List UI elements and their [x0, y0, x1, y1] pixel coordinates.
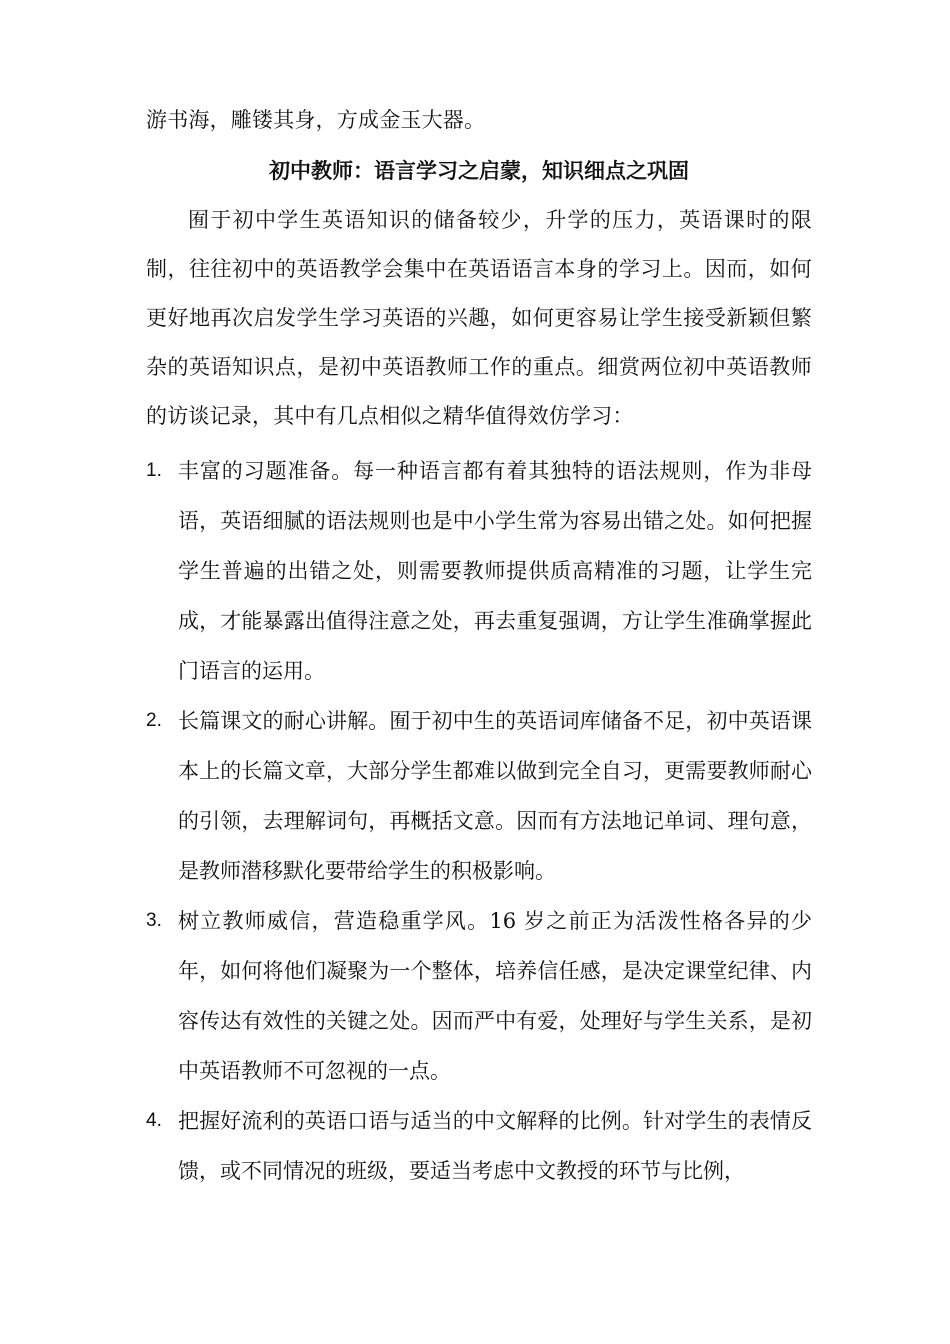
list-item-text: 长篇课文的耐心讲解。囿于初中生的英语词库储备不足，初中英语课本上的长篇文章，大部分学生都难以做到完全自习，更需要教师耐心的引领，去理解词句，再概括文意。因而有方法地记单词、理句意，是教师潜移默化要带给学生的积极影响。 [178, 709, 812, 883]
numbered-list [146, 446, 812, 1196]
list-item-text: 把握好流利的英语口语与适当的中文解释的比例。针对学生的表情反馈，或不同情况的班级，要适当考虑中文教授的环节与比例， [178, 1109, 812, 1183]
list-item-number: 4. [146, 1110, 162, 1131]
list-item-text: 树立教师威信，营造稳重学风。16 岁之前正为活泼性格各异的少年，如何将他们凝聚为一个整体，培养信任感，是决定课堂纪律、内容传达有效性的关键之处。因而严中有爱，处理好与学生关系，是初中英语教师不可忽视的一点。 [178, 909, 812, 1083]
list-item-number: 1. [146, 460, 162, 481]
intro-paragraph: 囿于初中学生英语知识的储备较少，升学的压力，英语课时的限制，往往初中的英语教学会集中在英语语言本身的学习上。因而，如何更好地再次启发学生学习英语的兴趣，如何更容易让学生接受新颖但繁杂的英语知识点，是初中英语教师工作的重点。细赏两位初中英语教师的访谈记录，其中有几点相似之精华值得效仿学习： [146, 208, 812, 428]
section-heading: 初中教师：语言学习之启蒙，知识细点之巩固 [269, 158, 689, 183]
list-item [146, 896, 812, 1096]
list-item-number: 2. [146, 710, 162, 731]
continued-paragraph: 游书海，雕镂其身，方成金玉大器。 [146, 108, 486, 132]
list-item [146, 446, 812, 696]
list-item [146, 696, 812, 896]
list-item [146, 1096, 812, 1196]
list-item-text: 丰富的习题准备。每一种语言都有着其独特的语法规则，作为非母语，英语细腻的语法规则也是中小学生常为容易出错之处。如何把握学生普遍的出错之处，则需要教师提供质高精准的习题，让学生完成，才能暴露出值得注意之处，再去重复强调，方让学生准确掌握此门语言的运用。 [178, 459, 812, 683]
list-item-number: 3. [146, 910, 162, 931]
